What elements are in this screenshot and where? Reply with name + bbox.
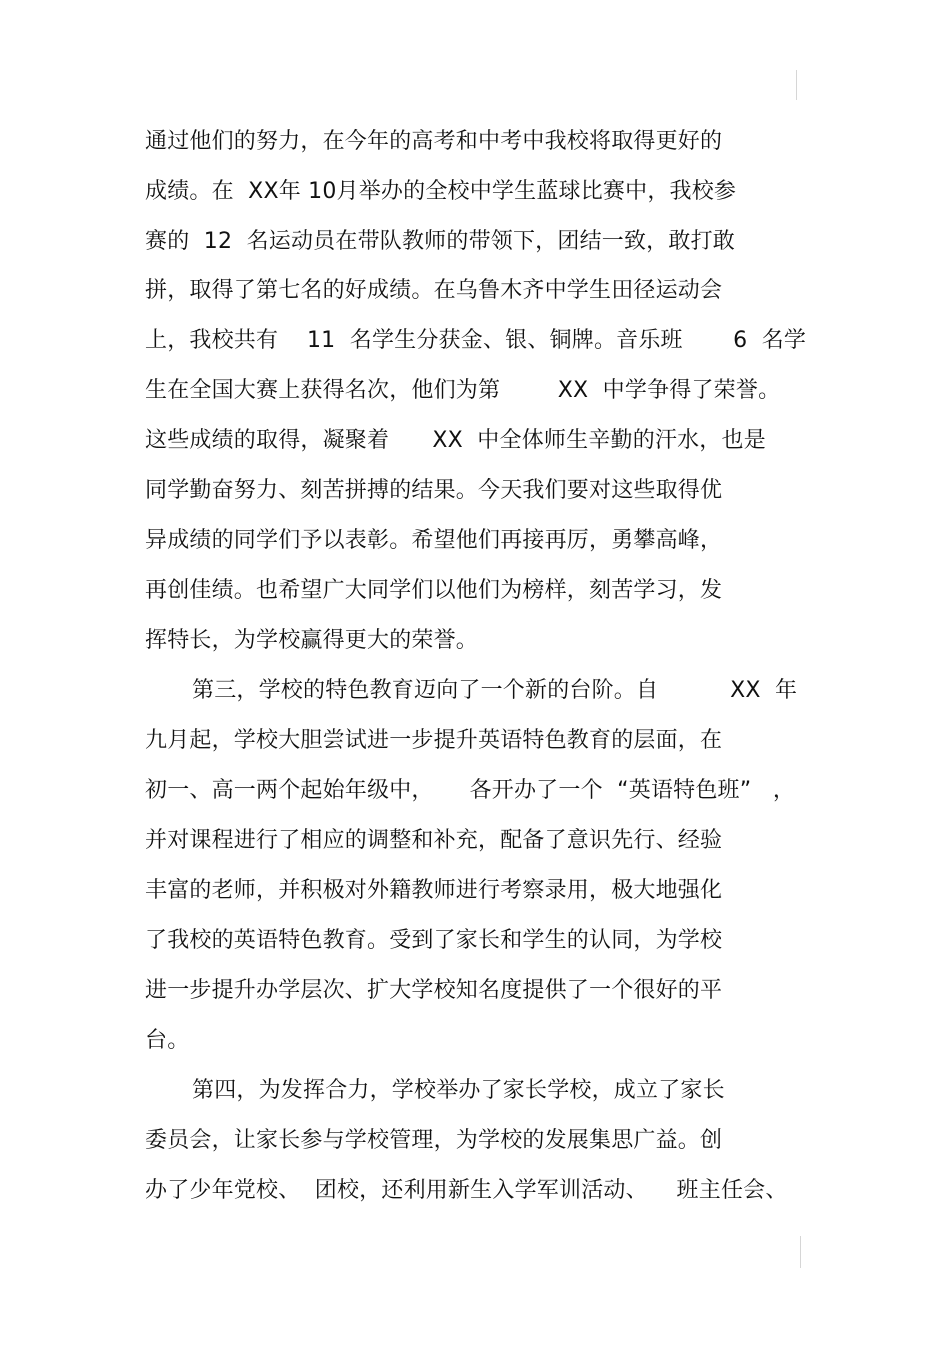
page-corner-mark-bottom bbox=[800, 1236, 801, 1268]
paragraph-line: 进一步提升办学层次、扩大学校知名度提供了一个很好的平 bbox=[145, 978, 723, 1003]
paragraph-line: 再创佳绩。也希望广大同学们以他们为榜样，刻苦学习，发 bbox=[145, 578, 723, 603]
paragraph-line: 台。 bbox=[145, 1028, 190, 1053]
page-corner-mark-top bbox=[796, 70, 797, 100]
paragraph-line: 第三，学校的特色教育迈向了一个新的台阶。自 XX 年 bbox=[192, 678, 798, 703]
paragraph-line: 初一、高一两个起始年级中， 各开办了一个 “英语特色班” ， bbox=[145, 778, 796, 803]
paragraph-line: 丰富的老师，并积极对外籍教师进行考察录用，极大地强化 bbox=[145, 878, 723, 903]
paragraph-line: 这些成绩的取得，凝聚着 XX 中全体师生辛勤的汗水，也是 bbox=[145, 428, 766, 453]
paragraph-line: 拼，取得了第七名的好成绩。在乌鲁木齐中学生田径运动会 bbox=[145, 278, 723, 303]
paragraph-line: 异成绩的同学们予以表彰。希望他们再接再厉，勇攀高峰， bbox=[145, 528, 723, 553]
paragraph-line: 第四，为发挥合力，学校举办了家长学校，成立了家长 bbox=[192, 1078, 725, 1103]
paragraph-line: 同学勤奋努力、刻苦拼搏的结果。今天我们要对这些取得优 bbox=[145, 478, 723, 503]
paragraph-line: 九月起，学校大胆尝试进一步提升英语特色教育的层面，在 bbox=[145, 728, 723, 753]
paragraph-line: 了我校的英语特色教育。受到了家长和学生的认同，为学校 bbox=[145, 928, 723, 953]
paragraph-line: 并对课程进行了相应的调整和补充，配备了意识先行、经验 bbox=[145, 828, 723, 853]
paragraph-line: 赛的 12 名运动员在带队教师的带领下，团结一致，敢打敢 bbox=[145, 229, 735, 254]
paragraph-line: 生在全国大赛上获得名次，他们为第 XX 中学争得了荣誉。 bbox=[145, 378, 781, 403]
paragraph-line: 上，我校共有 11 名学生分获金、银、铜牌。音乐班 6 名学 bbox=[145, 328, 807, 353]
paragraph-line: 成绩。在 XX年 10月举办的全校中学生蓝球比赛中，我校参 bbox=[145, 179, 737, 204]
paragraph-line: 挥特长，为学校赢得更大的荣誉。 bbox=[145, 628, 479, 653]
paragraph-line: 通过他们的努力，在今年的高考和中考中我校将取得更好的 bbox=[145, 129, 723, 154]
paragraph-line: 委员会，让家长参与学校管理，为学校的发展集思广益。创 bbox=[145, 1128, 723, 1153]
paragraph-line: 办了少年党校、 团校，还利用新生入学军训活动、 班主任会、 bbox=[145, 1178, 788, 1203]
